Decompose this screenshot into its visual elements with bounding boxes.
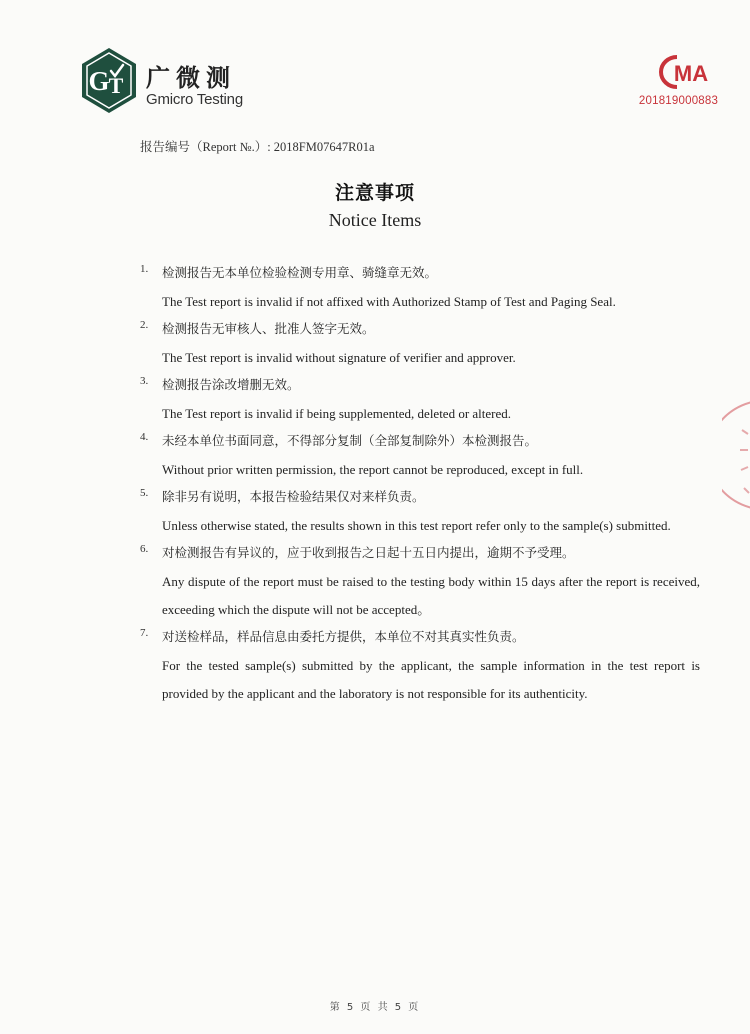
notice-item <box>140 318 700 372</box>
page-title-cn: 注意事项 <box>334 182 415 204</box>
svg-text:T: T <box>108 73 124 98</box>
notice-text-cn: 检测报告涂改增删无效。 <box>162 377 300 392</box>
gt-logo-icon <box>80 47 138 114</box>
paging-seal-icon <box>722 400 750 510</box>
notice-text-en: The Test report is invalid without signature of verifier and approver. <box>162 350 516 365</box>
notice-number: 3. <box>140 375 149 387</box>
brand-name-cn: 广微测 <box>146 64 236 92</box>
notice-text-cn: 对送检样品，样品信息由委托方提供，本单位不对其真实性负责。 <box>162 629 525 644</box>
cma-certification-icon <box>649 53 713 91</box>
notice-text-en: For the tested sample(s) submitted by the applicant, the sample information in the test report is provided by the applicant and the laboratory is not responsible for its authenticity. <box>162 658 700 701</box>
notice-text-cn: 检测报告无审核人、批准人签字无效。 <box>162 321 375 336</box>
notice-text-en: The Test report is invalid if being supplemented, deleted or altered. <box>162 406 512 421</box>
notice-text-en: Unless otherwise stated, the results shown in this test report refer only to the sample(s) submitted. <box>162 518 671 533</box>
notice-number: 5. <box>140 487 149 499</box>
notice-text-en: The Test report is invalid if not affixed with Authorized Stamp of Test and Paging Seal. <box>162 294 616 309</box>
notice-number: 7. <box>140 627 149 639</box>
cma-number: 201819000883 <box>638 95 719 107</box>
notice-item <box>140 542 700 624</box>
notice-list <box>140 262 700 710</box>
notice-item <box>140 262 700 316</box>
notice-number: 1. <box>140 263 149 275</box>
notice-item <box>140 430 700 484</box>
notice-item <box>140 626 700 708</box>
svg-text:G: G <box>88 66 110 96</box>
brand-name-en: Gmicro Testing <box>146 91 243 108</box>
page-footer: 第 5 页 共 5 页 <box>329 1002 421 1013</box>
notice-text-cn: 除非另有说明，本报告检验结果仅对来样负责。 <box>162 489 425 504</box>
notice-number: 4. <box>140 431 149 443</box>
notice-text-cn: 对检测报告有异议的，应于收到报告之日起十五日内提出，逾期不予受理。 <box>162 545 575 560</box>
notice-text-en: Without prior written permission, the report cannot be reproduced, except in full. <box>162 462 584 477</box>
notice-item <box>140 374 700 428</box>
cma-text: MA <box>673 61 709 86</box>
notice-text-cn: 未经本单位书面同意，不得部分复制（全部复制除外）本检测报告。 <box>162 433 538 448</box>
notice-text-cn: 检测报告无本单位检验检测专用章、骑缝章无效。 <box>162 265 438 280</box>
notice-item <box>140 486 700 540</box>
notice-number: 6. <box>140 543 149 555</box>
report-number: 报告编号（Report №.）: 2018FM07647R01a <box>140 140 375 154</box>
page-title-en: Notice Items <box>328 210 422 230</box>
notice-text-en: Any dispute of the report must be raised to the testing body within 15 days after the report is received, exceeding which the dispute will not be accepted。 <box>162 574 700 617</box>
notice-number: 2. <box>140 319 149 331</box>
